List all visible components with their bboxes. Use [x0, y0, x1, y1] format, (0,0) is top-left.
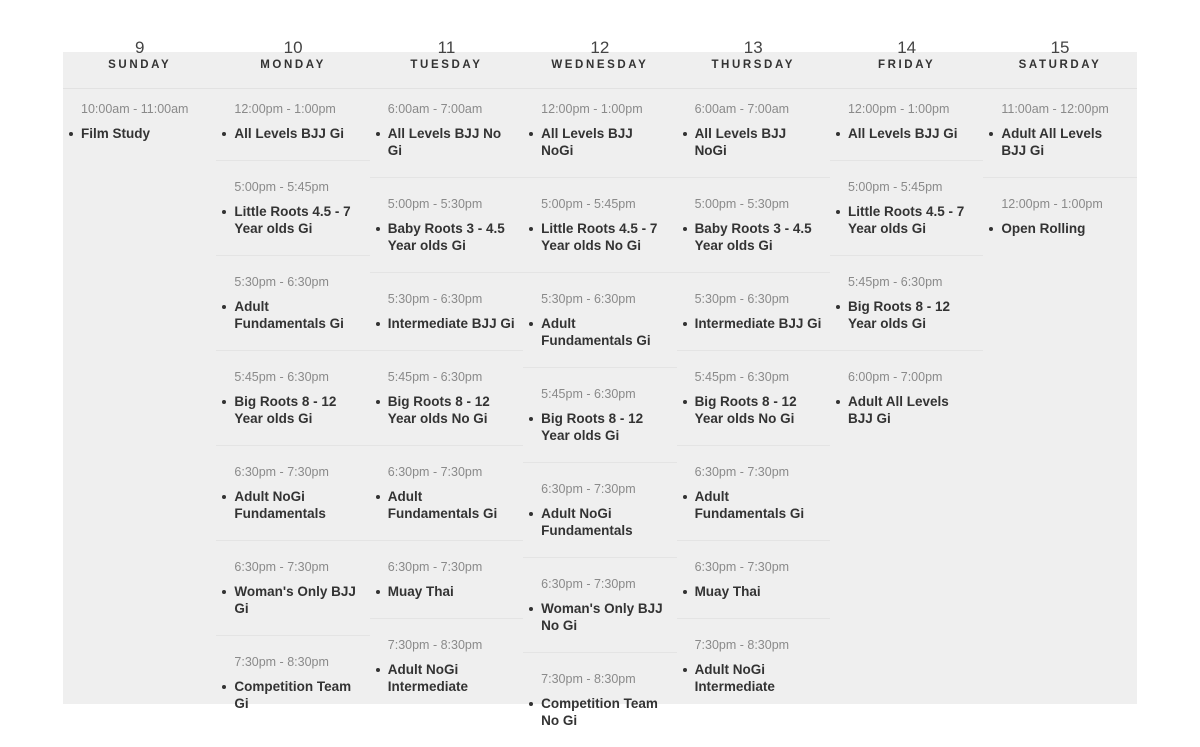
bullet-icon [376, 227, 380, 231]
day-name: MONDAY [260, 59, 326, 71]
session-time: 6:30pm - 7:30pm [541, 577, 636, 591]
class-session[interactable] [677, 638, 830, 713]
day-number: 10 [283, 38, 303, 57]
bullet-icon [683, 668, 687, 672]
session-title-row [541, 505, 668, 539]
bullet-icon [376, 495, 380, 499]
session-title-row [541, 125, 668, 159]
bullet-icon [529, 417, 533, 421]
session-title-row [234, 298, 361, 332]
session-title-row [541, 220, 668, 254]
session-title-row [695, 220, 822, 254]
day-header [370, 38, 523, 89]
session-title-row [234, 125, 361, 142]
session-title-row [1001, 125, 1128, 159]
class-session[interactable] [370, 370, 523, 446]
session-title-row [388, 315, 515, 332]
day-number: 9 [134, 38, 145, 57]
class-session[interactable] [830, 180, 983, 256]
session-time: 5:45pm - 6:30pm [387, 370, 483, 384]
session-time: 6:00pm - 7:00pm [847, 370, 943, 384]
class-session[interactable] [216, 465, 369, 541]
session-title[interactable]: Adult Fundamentals Gi [234, 299, 344, 331]
day-name: SATURDAY [1018, 59, 1102, 71]
session-time: 6:30pm - 7:30pm [694, 560, 790, 574]
bullet-icon [376, 400, 380, 404]
class-session[interactable] [523, 387, 676, 463]
session-title[interactable]: Big Roots 8 - 12 Year olds Gi [541, 411, 644, 443]
session-time: 7:30pm - 8:30pm [541, 672, 636, 686]
session-time: 5:30pm - 6:30pm [541, 292, 636, 306]
session-time: 5:45pm - 6:30pm [847, 275, 943, 289]
bullet-icon [222, 210, 226, 214]
session-list [370, 89, 523, 713]
day-column-saturday [983, 38, 1136, 704]
class-session[interactable] [830, 370, 983, 445]
session-title-row [848, 298, 975, 332]
session-title-row [388, 583, 515, 600]
session-title[interactable]: All Levels BJJ NoGi [694, 126, 787, 158]
bullet-icon [529, 132, 533, 136]
day-header [983, 38, 1136, 89]
day-column-sunday [63, 38, 216, 704]
bullet-icon [836, 132, 840, 136]
session-list [523, 89, 676, 747]
class-session[interactable] [523, 102, 676, 178]
session-title-row [541, 695, 668, 729]
bullet-icon [222, 495, 226, 499]
day-name: WEDNESDAY [551, 59, 649, 71]
session-title-row [695, 125, 822, 159]
session-time: 7:30pm - 8:30pm [234, 655, 329, 669]
session-time: 5:45pm - 6:30pm [541, 387, 636, 401]
day-header [830, 38, 983, 89]
session-title[interactable]: All Levels BJJ No Gi [387, 126, 502, 158]
session-title[interactable]: Competition Team Gi [234, 679, 352, 711]
bullet-icon [529, 607, 533, 611]
session-title[interactable]: Baby Roots 3 - 4.5 Year olds Gi [694, 221, 812, 253]
bullet-icon [683, 322, 687, 326]
session-time: 7:30pm - 8:30pm [387, 638, 483, 652]
session-time: 6:30pm - 7:30pm [234, 560, 329, 574]
session-title-row [388, 488, 515, 522]
bullet-icon [836, 400, 840, 404]
session-title[interactable]: Big Roots 8 - 12 Year olds No Gi [387, 394, 490, 426]
session-title[interactable]: Film Study [81, 126, 151, 141]
day-column-thursday [677, 38, 830, 704]
session-title[interactable]: Adult All Levels BJJ Gi [847, 394, 949, 426]
day-name: FRIDAY [877, 59, 936, 71]
day-header [216, 38, 369, 89]
class-session[interactable] [370, 102, 523, 178]
session-title[interactable]: Adult Fundamentals Gi [694, 489, 805, 521]
bullet-icon [222, 132, 226, 136]
bullet-icon [222, 590, 226, 594]
bullet-icon [222, 305, 226, 309]
day-column-wednesday [523, 38, 676, 728]
session-time: 5:30pm - 6:30pm [387, 292, 483, 306]
session-title[interactable]: Muay Thai [694, 584, 761, 599]
bullet-icon [529, 227, 533, 231]
class-session[interactable] [523, 482, 676, 558]
class-session[interactable] [677, 370, 830, 446]
session-title-row [695, 583, 822, 600]
day-header [63, 38, 216, 89]
bullet-icon [683, 590, 687, 594]
session-title-row [695, 393, 822, 427]
day-column-monday [216, 38, 369, 711]
session-title[interactable]: Woman's Only BJJ Gi [234, 584, 356, 616]
weekly-schedule [63, 38, 1137, 728]
bullet-icon [376, 668, 380, 672]
bullet-icon [376, 132, 380, 136]
class-session[interactable] [830, 275, 983, 351]
session-time: 12:00pm - 1:00pm [541, 102, 643, 116]
session-title[interactable]: All Levels BJJ Gi [847, 126, 958, 141]
class-session[interactable] [523, 672, 676, 747]
session-time: 6:30pm - 7:30pm [234, 465, 329, 479]
bullet-icon [529, 702, 533, 706]
day-number: 12 [590, 38, 610, 57]
bullet-icon [222, 400, 226, 404]
session-list [830, 89, 983, 445]
day-name: THURSDAY [711, 59, 796, 71]
class-session[interactable] [370, 560, 523, 619]
session-title[interactable]: Adult NoGi Intermediate [694, 662, 775, 694]
session-time: 10:00am - 11:00am [81, 102, 189, 116]
class-session[interactable] [523, 197, 676, 273]
bullet-icon [683, 495, 687, 499]
day-header [523, 38, 676, 89]
day-header [677, 38, 830, 89]
class-session[interactable] [370, 197, 523, 273]
session-time: 6:30pm - 7:30pm [541, 482, 636, 496]
session-time: 6:30pm - 7:30pm [387, 560, 483, 574]
bullet-icon [836, 305, 840, 309]
session-title-row [234, 488, 361, 522]
session-time: 6:00am - 7:00am [387, 102, 483, 116]
session-list [63, 89, 216, 160]
session-title[interactable]: Adult All Levels BJJ Gi [1001, 126, 1103, 158]
bullet-icon [989, 132, 993, 136]
session-title-row [234, 203, 361, 237]
class-session[interactable] [677, 560, 830, 619]
class-session[interactable] [983, 102, 1136, 178]
class-session[interactable] [677, 292, 830, 351]
day-column-tuesday [370, 38, 523, 704]
session-title[interactable]: Intermediate BJJ Gi [694, 316, 822, 331]
bullet-icon [989, 227, 993, 231]
session-title[interactable]: Little Roots 4.5 - 7 Year olds Gi [847, 204, 965, 236]
session-title[interactable]: Adult Fundamentals Gi [387, 489, 498, 521]
session-title-row [695, 315, 822, 332]
day-column-friday [830, 38, 983, 704]
session-title-row [81, 125, 208, 142]
session-time: 5:00pm - 5:45pm [234, 180, 329, 194]
day-name: SUNDAY [108, 59, 172, 71]
session-time: 5:00pm - 5:30pm [387, 197, 483, 211]
session-time: 6:30pm - 7:30pm [694, 465, 790, 479]
bullet-icon [836, 210, 840, 214]
session-title[interactable]: Big Roots 8 - 12 Year olds No Gi [694, 394, 797, 426]
session-time: 5:00pm - 5:30pm [694, 197, 790, 211]
bullet-icon [69, 132, 73, 136]
session-title-row [234, 583, 361, 617]
session-time: 5:45pm - 6:30pm [234, 370, 329, 384]
session-title-row [388, 393, 515, 427]
class-session[interactable] [216, 370, 369, 446]
session-title-row [695, 661, 822, 695]
session-title-row [1001, 220, 1128, 237]
day-number: 11 [437, 38, 456, 57]
session-time: 5:00pm - 5:45pm [847, 180, 943, 194]
session-time: 6:30pm - 7:30pm [387, 465, 483, 479]
class-session[interactable] [370, 292, 523, 351]
session-title[interactable]: Intermediate BJJ Gi [387, 316, 515, 331]
session-title[interactable]: Big Roots 8 - 12 Year olds Gi [847, 299, 950, 331]
session-title[interactable]: Little Roots 4.5 - 7 Year olds No Gi [541, 221, 658, 253]
session-title[interactable]: Little Roots 4.5 - 7 Year olds Gi [234, 204, 351, 236]
class-session[interactable] [216, 655, 369, 730]
bullet-icon [376, 590, 380, 594]
session-time: 7:30pm - 8:30pm [694, 638, 790, 652]
class-session[interactable] [677, 465, 830, 541]
session-title-row [541, 410, 668, 444]
class-session[interactable] [63, 102, 216, 160]
bullet-icon [529, 512, 533, 516]
class-session[interactable] [370, 465, 523, 541]
bullet-icon [683, 132, 687, 136]
session-title-row [695, 488, 822, 522]
session-title-row [388, 220, 515, 254]
session-title-row [848, 393, 975, 427]
session-time: 12:00pm - 1:00pm [847, 102, 950, 116]
session-list [983, 89, 1136, 255]
session-title[interactable]: All Levels BJJ NoGi [541, 126, 633, 158]
class-session[interactable] [983, 197, 1136, 255]
session-title-row [234, 393, 361, 427]
session-title[interactable]: Adult NoGi Intermediate [387, 662, 469, 694]
session-title[interactable]: Baby Roots 3 - 4.5 Year olds Gi [387, 221, 505, 253]
class-session[interactable] [523, 292, 676, 368]
session-title-row [848, 125, 975, 142]
day-number: 13 [743, 38, 763, 57]
bullet-icon [222, 685, 226, 689]
class-session[interactable] [677, 197, 830, 273]
class-session[interactable] [216, 560, 369, 636]
bullet-icon [683, 227, 687, 231]
session-title[interactable]: Open Rolling [1001, 221, 1086, 236]
bullet-icon [376, 322, 380, 326]
session-time: 5:45pm - 6:30pm [694, 370, 790, 384]
session-title[interactable]: Adult Fundamentals Gi [541, 316, 651, 348]
bullet-icon [683, 400, 687, 404]
session-title-row [234, 678, 361, 712]
session-title-row [541, 315, 668, 349]
day-number: 15 [1050, 38, 1070, 57]
session-title[interactable]: Woman's Only BJJ No Gi [541, 601, 663, 633]
session-title-row [848, 203, 975, 237]
bullet-icon [529, 322, 533, 326]
class-session[interactable] [830, 102, 983, 161]
session-list [216, 89, 369, 730]
session-title[interactable]: Adult NoGi Fundamentals [234, 489, 326, 521]
day-name: TUESDAY [410, 59, 483, 71]
session-list [677, 89, 830, 713]
class-session[interactable] [523, 577, 676, 653]
session-time: 5:30pm - 6:30pm [694, 292, 790, 306]
class-session[interactable] [370, 638, 523, 713]
session-title-row [388, 125, 515, 159]
session-title[interactable]: Adult NoGi Fundamentals [541, 506, 633, 538]
class-session[interactable] [216, 180, 369, 256]
session-title-row [388, 661, 515, 695]
session-time: 12:00pm - 1:00pm [1001, 197, 1103, 211]
class-session[interactable] [216, 275, 369, 351]
session-time: 6:00am - 7:00am [694, 102, 790, 116]
session-title[interactable]: Big Roots 8 - 12 Year olds Gi [234, 394, 337, 426]
session-title[interactable]: Muay Thai [387, 584, 454, 599]
day-number: 14 [897, 38, 917, 57]
session-title-row [541, 600, 668, 634]
session-title[interactable]: Competition Team No Gi [541, 696, 658, 728]
session-title[interactable]: All Levels BJJ Gi [234, 126, 344, 141]
session-time: 12:00pm - 1:00pm [234, 102, 336, 116]
session-time: 5:30pm - 6:30pm [234, 275, 329, 289]
class-session[interactable] [677, 102, 830, 178]
session-time: 5:00pm - 5:45pm [541, 197, 636, 211]
class-session[interactable] [216, 102, 369, 161]
session-time: 11:00am - 12:00pm [1001, 102, 1109, 116]
